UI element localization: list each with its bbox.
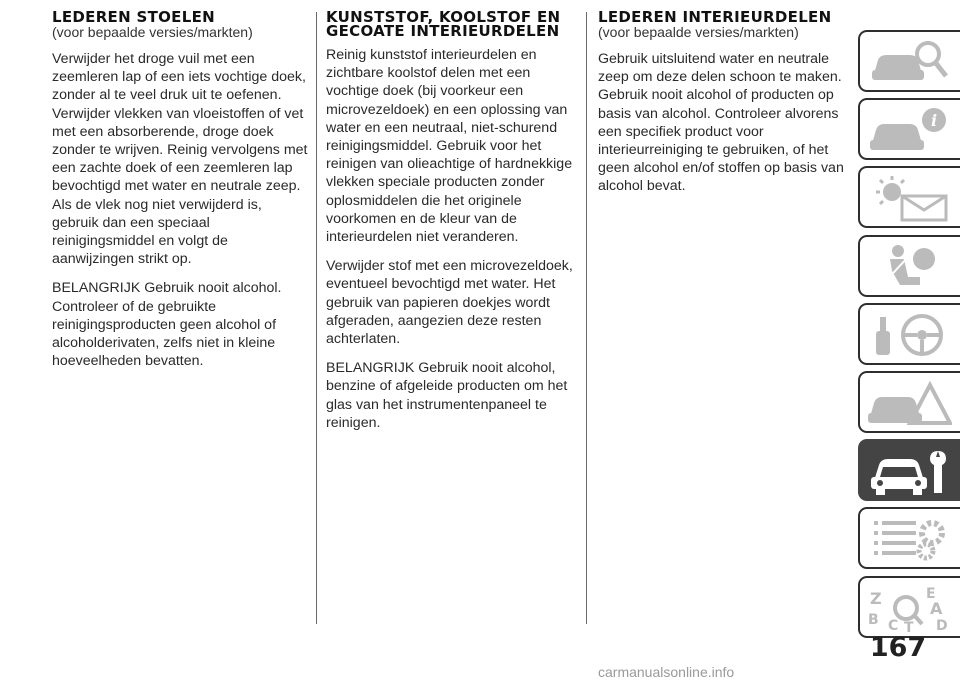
paragraph: Verwijder het droge vuil met een zeemleren lap of een iets vochtige doek, zonder al te veel druk uit te oefenen. Verwijder vlekken van vloeistoffen of vet met een absorberende, droge doek zonder te wrijven. Reinig vervolgens met een zachte doek of een zeemleren lap bevochtigd met water en neutrale zeep. Als de vlek nog niet verwijderd is, gebruik dan een speciaal reinigingsmiddel en volgt de aanwijzingen strikt op. xyxy=(52,51,308,268)
spec-list-gear-icon xyxy=(868,515,952,563)
section-title: LEDEREN STOELEN xyxy=(52,8,215,26)
watermark: carmanualsonline.info xyxy=(598,664,735,680)
warning-light-message-icon xyxy=(868,174,952,222)
tab-index[interactable] xyxy=(858,576,960,638)
svg-text:C: C xyxy=(888,617,899,632)
section-title: LEDEREN INTERIEURDELEN xyxy=(598,8,832,26)
svg-text:A: A xyxy=(930,598,943,618)
tab-safety[interactable] xyxy=(858,235,960,297)
car-search-icon xyxy=(868,38,952,86)
tab-technical-data[interactable] xyxy=(858,507,960,569)
section-leather-interior xyxy=(598,10,848,207)
section-title: KUNSTSTOF, KOOLSTOF EN GECOATE INTERIEURDELEN xyxy=(326,8,561,40)
section-subtitle: (voor bepaalde versies/markten) xyxy=(598,24,799,40)
tab-emergency[interactable] xyxy=(858,371,960,433)
column-divider xyxy=(316,12,317,624)
alphabetical-index-icon xyxy=(868,584,952,632)
steering-wheel-key-icon xyxy=(868,311,952,359)
svg-text:Z: Z xyxy=(870,588,882,608)
paragraph: Reinig kunststof interieurdelen en zichtbare koolstof delen met een vochtige doek (bij voorkeur een microvezeldoek) en een oplossing van water en een neutraal, niet-schurend reinigingsmiddel. Gebruik voor het reinigen van olieachtige of hardnekkige vlekken speciale producten zonder oplosmiddelen die het originele voorkomen en de kleur van de interieurdelen niet veranderen. xyxy=(326,47,573,246)
svg-text:B: B xyxy=(868,611,879,628)
car-warning-triangle-icon xyxy=(868,379,952,427)
tab-car-info[interactable] xyxy=(858,98,960,160)
paragraph: BELANGRIJK Gebruik nooit alcohol. Controleer of de gebruikte reinigingsproducten geen alcohol of alcoholderivaten, zelfs niet in kleine hoeveelheden bevatten. xyxy=(52,280,282,370)
section-plastic-carbon-trim xyxy=(326,10,578,443)
tab-warning-lights[interactable] xyxy=(858,166,960,228)
svg-text:D: D xyxy=(936,617,948,632)
paragraph: BELANGRIJK Gebruik nooit alcohol, benzine of afgeleide producten om het glas van het instrumentenpaneel te reinigen. xyxy=(326,360,568,431)
svg-text:E: E xyxy=(926,585,936,602)
tab-starting-driving[interactable] xyxy=(858,303,960,365)
svg-text:T: T xyxy=(904,619,914,632)
tab-maintenance[interactable] xyxy=(858,439,960,501)
paragraph: Gebruik uitsluitend water en neutrale zeep om deze delen schoon te maken. Gebruik nooit alcohol of producten op basis van alcohol. Controleer alvorens een specifiek product voor interieurreiniging te gebruiken, of het geen alcohol en/of stoffen op basis van alcohol bevat. xyxy=(598,51,844,195)
column-divider xyxy=(586,12,587,624)
tab-car-search[interactable] xyxy=(858,30,960,92)
car-info-icon xyxy=(868,106,952,154)
car-wrench-icon xyxy=(868,447,952,495)
seat-airbag-icon xyxy=(868,243,952,291)
page-number: 167 xyxy=(869,632,927,663)
svg-text:i: i xyxy=(931,111,938,131)
section-leather-seats xyxy=(52,10,310,381)
chapter-tabs xyxy=(858,30,960,644)
paragraph: Verwijder stof met een microvezeldoek, eventueel bevochtigd met water. Het gebruik van papieren doekjes wordt afgeraden, aangezien deze resten achterlaten. xyxy=(326,258,573,348)
section-subtitle: (voor bepaalde versies/markten) xyxy=(52,24,253,40)
